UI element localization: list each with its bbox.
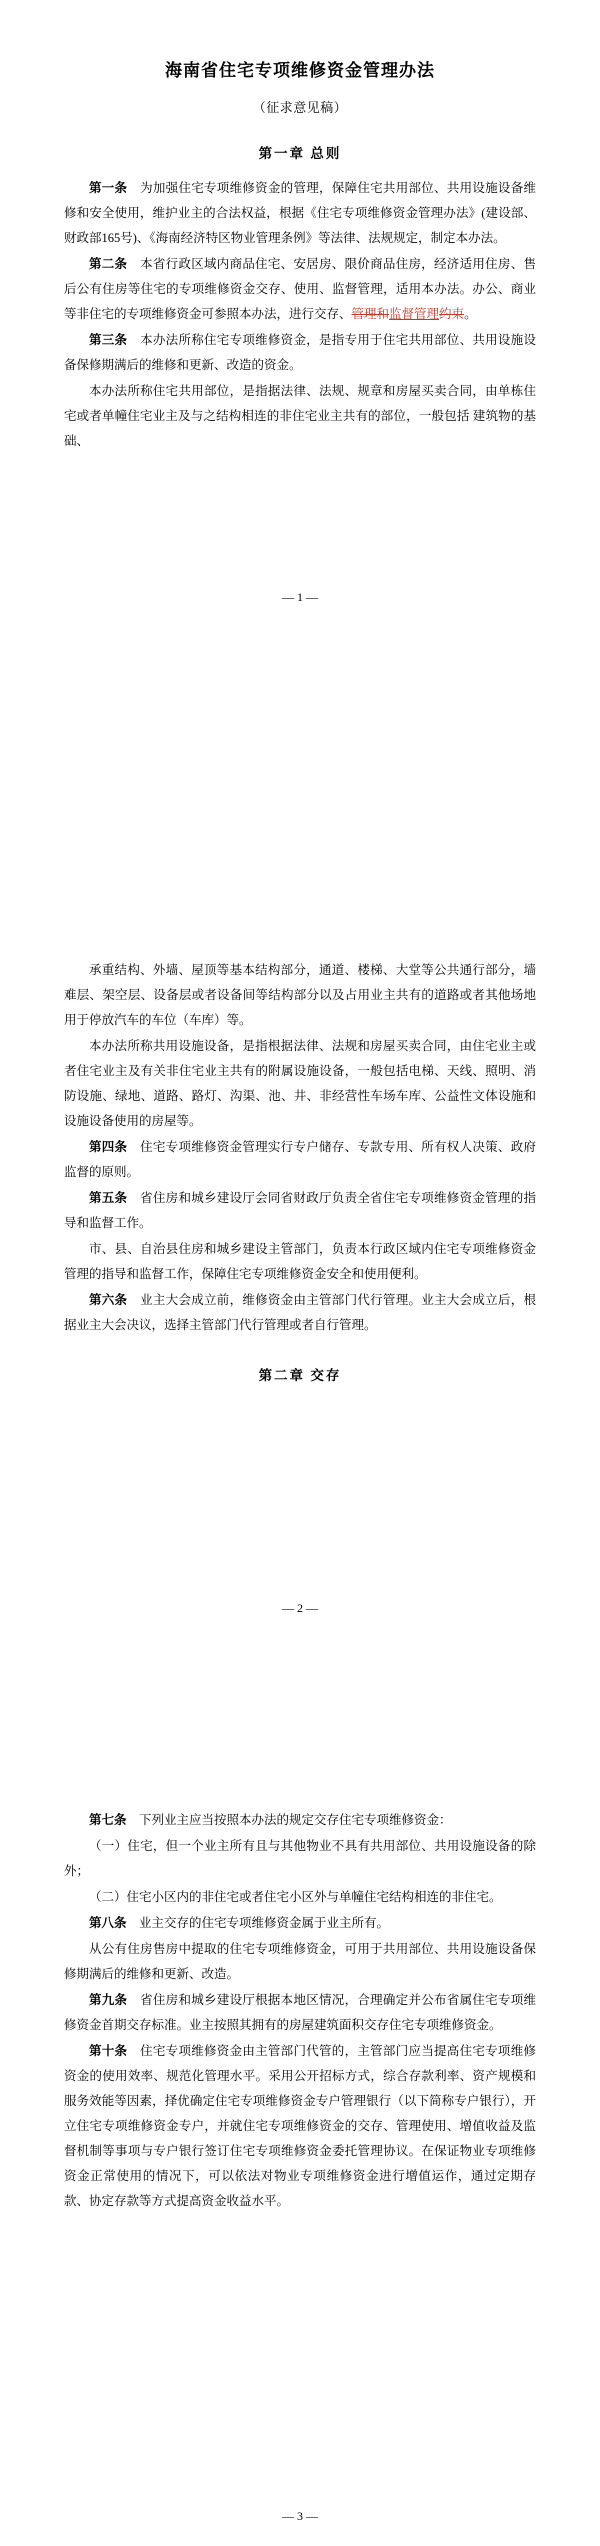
article-text: 本办法所称共用设施设备，是指根据法律、法规和房屋买卖合同，由住宅业主或者住宅业主及有关非住宅业主共有的附属设施设备，一般包括电梯、天线、照明、消防设施、绿地、道路、路灯、沟渠、池、井、非经营性车场车库、公益性文体设施和设施设备使用的房屋等。 <box>64 1039 536 1128</box>
article-text: 省住房和城乡建设厅会同省财政厅负责全省住宅专项维修资金管理的指导和监督工作。 <box>64 1191 536 1230</box>
paragraph-article-3 <box>64 328 536 378</box>
inserted-text: 监督管理 <box>389 307 440 321</box>
chapter-heading-2: 第二章 交存 <box>258 1368 342 1383</box>
paragraph-article-8-cont <box>64 1937 536 1987</box>
article-label: 第五条 <box>89 1191 128 1205</box>
article-text: 下列业主应当按照本办法的规定交存住宅专项维修资金： <box>126 1813 452 1827</box>
page-number-3: — 3 — <box>282 2509 318 2523</box>
article-text: 本省行政区域内商品住宅、安居房、限价商品住房，经济适用住房、售后公有住房等住宅的专项维修资金交存、使用、监督管理，适用本办法。办公、商业等非住宅的专项维修资金可参照本办法，进行交存、 <box>64 257 536 321</box>
paragraph-article-8 <box>64 1911 536 1936</box>
article-text: 住宅专项维修资金由主管部门代管的，主管部门应当提高住宅专项维修资金的使用效率、规范化管理水平。采用公开招标方式，综合存款利率、资产规模和服务效能等因素，择优确定住宅专项维修资金专户管理银行（以下简称专户银行），开立住宅专项维修资金专户，并就住宅专项维修资金的交存、管理使用、增值收益及监督机制等事项与专户银行签订住宅专项维修资金委托管理协议。在保证物业专项维修资金正常使用的情况下，可以依法对物业专项维修资金进行增值运作，通过定期存款、协定存款等方式提高资金收益水平。 <box>64 2044 536 2208</box>
struck-text: 管理和 <box>351 307 390 321</box>
article-label: 第二条 <box>89 257 128 271</box>
article-label: 第三条 <box>89 333 128 347</box>
article-text: 业主大会成立前，维修资金由主管部门代行管理。业主大会成立后，根据业主大会决议，选择主管部门代行管理或者自行管理。 <box>64 1293 536 1332</box>
paragraph-article-7 <box>64 1808 536 1833</box>
article-text: 从公有住房售房中提取的住宅专项维修资金，可用于共用部位、共用设施设备保修期满后的维修和更新、改造。 <box>64 1942 536 1981</box>
document-page-2 <box>0 860 600 1712</box>
paragraph-article-7-item-1 <box>64 1834 536 1884</box>
article-text: 本办法所称住宅专项维修资金，是指专用于住宅共用部位、共用设施设备保修期满后的维修和更新、改造的资金。 <box>64 333 536 372</box>
paragraph-article-7-item-2 <box>64 1885 536 1910</box>
page-number-2: — 2 — <box>282 1601 318 1615</box>
article-label: 第九条 <box>89 1993 128 2007</box>
paragraph-article-2 <box>64 252 536 327</box>
document-subtitle: （征求意见稿） <box>252 100 348 115</box>
article-text: （一）住宅，但一个业主所有且与其他物业不具有共用部位、共用设施设备的除外； <box>64 1839 536 1878</box>
paragraph-article-5-cont <box>64 1237 536 1287</box>
article-text: 承重结构、外墙、屋顶等基本结构部分，通道、楼梯、大堂等公共通行部分，墙难层、架空层、设备层或者设备间等结构部分以及占用业主共有的道路或者其他场地用于停放汽车的车位（车库）等。 <box>64 963 536 1027</box>
struck-text-2: 约束 <box>439 307 465 321</box>
article-text-tail: 。 <box>464 307 477 321</box>
paragraph-article-9 <box>64 1988 536 2038</box>
page-number-1: — 1 — <box>282 590 318 604</box>
article-text: 业主交存的住宅专项维修资金属于业主所有。 <box>126 1916 390 1930</box>
paragraph-common-parts <box>64 958 536 1033</box>
article-label: 第六条 <box>89 1293 128 1307</box>
article-text: 省住房和城乡建设厅根据本地区情况，合理确定并公布省属住宅专项维修资金首期交存标准。业主按照其拥有的房屋建筑面积交存住宅专项维修资金。 <box>64 1993 536 2032</box>
document-page-3 <box>0 1712 600 2546</box>
article-text: 市、县、自治县住房和城乡建设主管部门，负责本行政区域内住宅专项维修资金管理的指导和监督工作，保障住宅专项维修资金安全和使用便利。 <box>64 1242 536 1281</box>
page-title: 海南省住宅专项维修资金管理办法 <box>165 61 435 80</box>
chapter-heading-1: 第一章 总则 <box>258 146 342 161</box>
article-text: 为加强住宅专项维修资金的管理，保障住宅共用部位、共用设施设备维修和安全使用，维护业主的合法权益，根据《住宅专项维修资金管理办法》(建设部、财政部165号)、《海南经济特区物业管理条例》等法律、法规规定，制定本办法。 <box>64 181 536 245</box>
paragraph-article-5 <box>64 1186 536 1236</box>
paragraph-article-6 <box>64 1288 536 1338</box>
paragraph-common-facilities <box>64 1034 536 1134</box>
paragraph-article-1 <box>64 176 536 251</box>
paragraph-article-3-cont <box>64 379 536 454</box>
article-label: 第七条 <box>89 1813 127 1827</box>
article-text: 住宅专项维修资金管理实行专户储存、专款专用、所有权人决策、政府监督的原则。 <box>64 1140 536 1179</box>
article-label: 第四条 <box>89 1140 128 1154</box>
paragraph-article-4 <box>64 1135 536 1185</box>
paragraph-article-10 <box>64 2039 536 2214</box>
article-text: （二）住宅小区内的非住宅或者住宅小区外与单幢住宅结构相连的非住宅。 <box>89 1890 502 1904</box>
article-label: 第八条 <box>89 1916 127 1930</box>
article-label: 第一条 <box>89 181 128 195</box>
article-text: 本办法所称住宅共用部位，是指据法律、法规、规章和房屋买卖合同，由单栋住宅或者单幢住宅业主及与之结构相连的非住宅业主共有的部位，一般包括 建筑物的基础、 <box>64 384 536 448</box>
article-label: 第十条 <box>89 2044 128 2058</box>
document-page-1 <box>0 0 600 860</box>
